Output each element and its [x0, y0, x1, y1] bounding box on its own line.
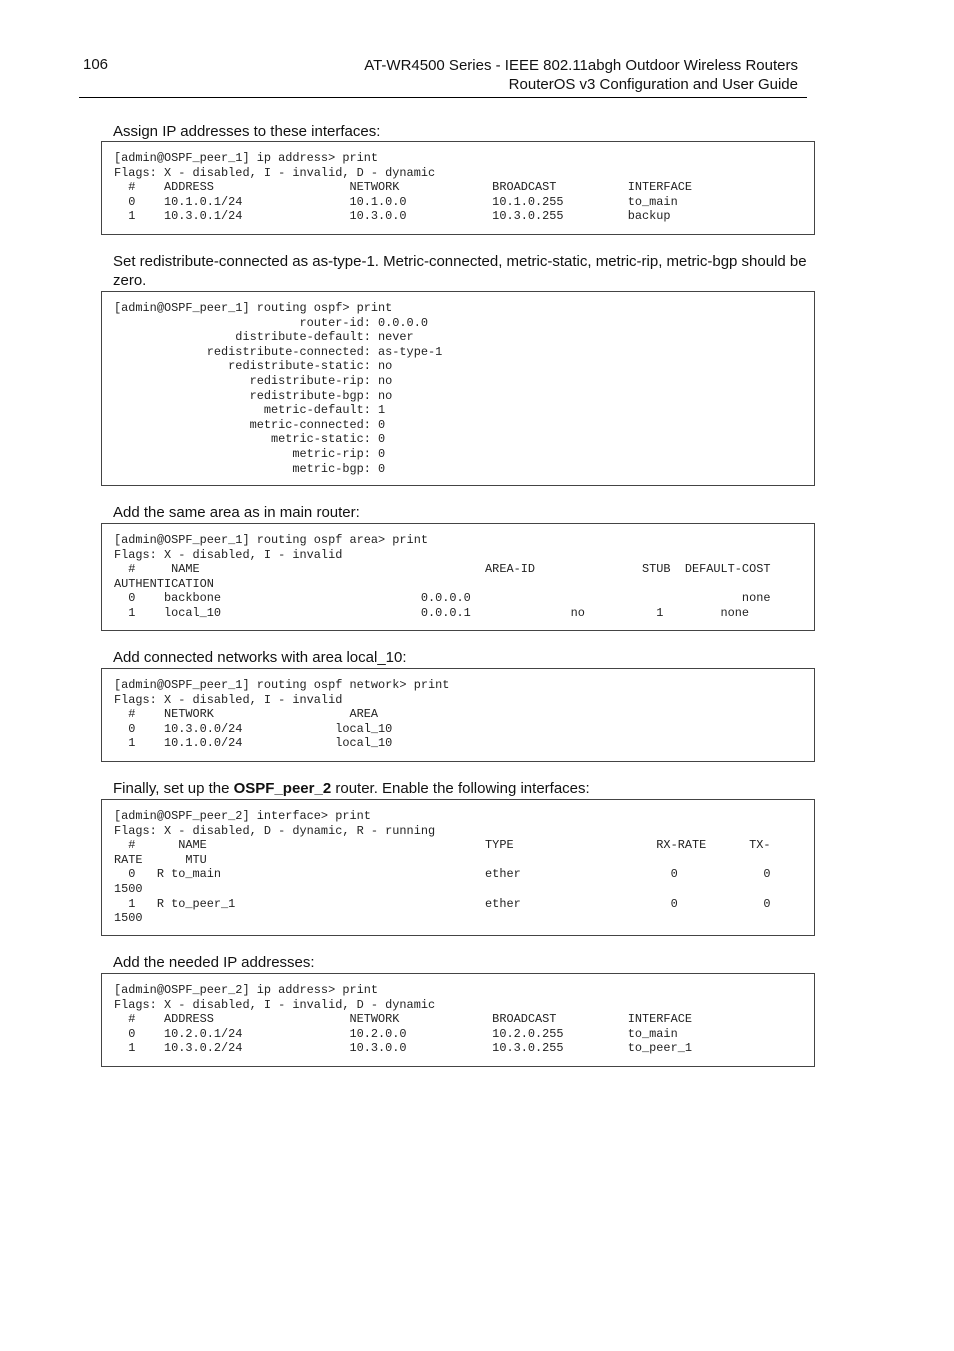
page-number: 106 — [83, 56, 109, 73]
section-5-text-pre: Finally, set up the — [113, 780, 234, 797]
section-2-text: Set redistribute-connected as as-type-1. Metric-connected, metric-static, metric-rip, metric-bgp should be zero. — [113, 253, 807, 289]
running-header — [364, 56, 798, 94]
section-3-code: [admin@OSPF_peer_1] routing ospf area> print Flags: X - disabled, I - invalid # NAME AREA-ID STUB DEFAULT-COST AUTHENTICATION 0 backbone 0.0.0.0 none 1 local_10 0.0.0.1 no 1 none — [114, 533, 771, 620]
header-rule — [79, 97, 807, 98]
section-5-text-post: router. Enable the following interfaces: — [331, 780, 590, 797]
section-4-code-box — [101, 668, 815, 762]
section-6-code: [admin@OSPF_peer_2] ip address> print Flags: X - disabled, I - invalid, D - dynamic # ADDRESS NETWORK BROADCAST INTERFACE 0 10.2.0.1/24 10.2.0.0 10.2.0.255 to_main 1 10.3.0.2/24 10.3.0.0 10.3.0.255 to_peer_1 — [114, 983, 692, 1056]
section-5-text — [113, 779, 813, 798]
section-2-code-box — [101, 291, 815, 486]
section-6-text: Add the needed IP addresses: — [113, 954, 315, 971]
section-2-code: [admin@OSPF_peer_1] routing ospf> print router-id: 0.0.0.0 distribute-default: never redistribute-connected: as-type-1 redistribute-static: no redistribute-rip: no redistribute-bgp: no metric-default: 1 metric-connected: 0 metric-static: 0 metric-rip: 0 metric-bgp: 0 — [114, 301, 443, 476]
router-name-bold: OSPF_peer_2 — [233, 780, 332, 797]
section-6-code-box — [101, 973, 815, 1067]
section-1-text: Assign IP addresses to these interfaces: — [113, 123, 381, 140]
section-1-code-box — [101, 141, 815, 235]
section-3-text: Add the same area as in main router: — [113, 504, 360, 521]
section-5-code: [admin@OSPF_peer_2] interface> print Flags: X - disabled, D - dynamic, R - running # NAME TYPE RX-RATE TX- RATE MTU 0 R to_main ether 0 0 1500 1 R to_peer_1 ether 0 0 1500 — [114, 809, 771, 926]
section-5-code-box — [101, 799, 815, 936]
section-4-code: [admin@OSPF_peer_1] routing ospf network> print Flags: X - disabled, I - invalid # NETWORK AREA 0 10.3.0.0/24 local_10 1 10.1.0.0/24 local_10 — [114, 678, 450, 751]
section-1-code: [admin@OSPF_peer_1] ip address> print Flags: X - disabled, I - invalid, D - dynamic # ADDRESS NETWORK BROADCAST INTERFACE 0 10.1.0.1/24 10.1.0.0 10.1.0.255 to_main 1 10.3.0.1/24 10.3.0.0 10.3.0.255 backup — [114, 151, 692, 224]
section-4-text: Add connected networks with area local_10: — [113, 649, 407, 666]
header-title-line2: RouterOS v3 Configuration and User Guide — [508, 76, 798, 93]
header-title-line1: AT-WR4500 Series - IEEE 802.11abgh Outdoor Wireless Routers — [364, 57, 798, 74]
section-3-code-box — [101, 523, 815, 631]
